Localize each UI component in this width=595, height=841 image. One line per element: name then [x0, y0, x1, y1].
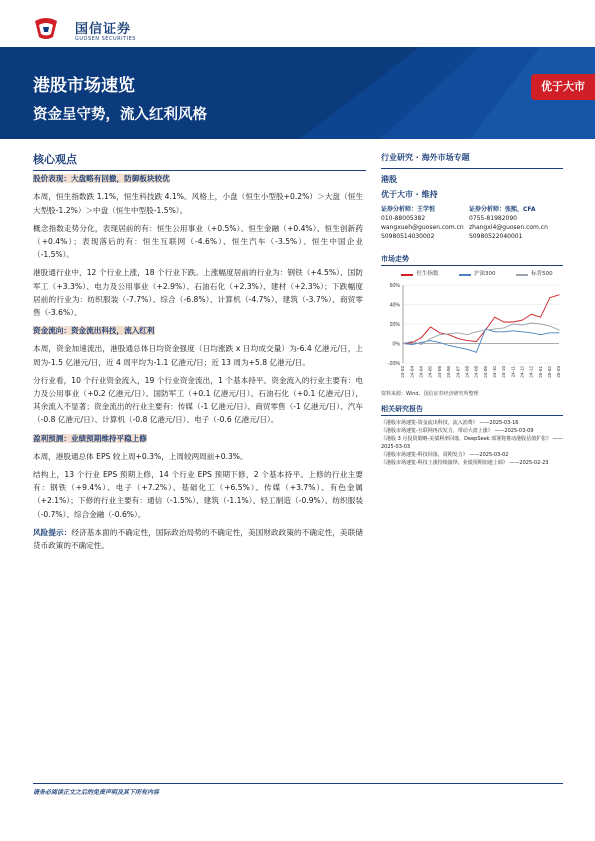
data-point — [559, 329, 560, 330]
guosen-logo — [33, 16, 153, 42]
analyst-name: 证券分析师：张熙，CFA — [469, 206, 536, 213]
data-point — [531, 323, 532, 324]
related-date: 2025-03-16 — [489, 420, 519, 426]
analyst-card — [469, 205, 557, 241]
related-date: 2025-03-02 — [479, 451, 509, 458]
rating-line: 优于大市 · 维持 — [381, 190, 438, 199]
data-point — [476, 331, 477, 332]
chart-source: 资料来源：Wind、国信证券经济研究所整理 — [381, 391, 479, 397]
related-heading: 相关研究报告 — [381, 405, 563, 416]
x-tick-label: 24-09 — [482, 366, 488, 378]
analyst-name: 证券分析师：王学恒 — [381, 206, 436, 213]
core-views — [33, 153, 363, 557]
risk-paragraph — [33, 526, 363, 552]
x-tick-label: 24-08 — [473, 366, 479, 378]
series-line — [403, 295, 559, 344]
stock-perf-paragraph-3: 港股通行业中，12 个行业上涨，18 个行业下跌。上涨幅度居前的行业为：钢铁（+4.5%）、国防军工（+3.3%）、电力及公用事业（+2.9%）、石油石化（+2.3%）、建材（+2.3%）；下跌幅度居前的行业为：纺织服装（-7.7%）、综合（-6.8%）、计算机（-4.7%）、建筑（-3.7%）、商贸零售（-3.6%）。 — [33, 268, 363, 318]
fund-flow-paragraph-1: 本周，资金加速流出，港股通总体日均资金强度（日均涨跌 x 日均成交量）为-6.4 亿港元/日，上周为-1.5 亿港元/日，近 4 周平均为-1.1 亿港元/日；近 13 周为+5.8 亿港元/日。 — [33, 344, 363, 367]
data-point — [430, 340, 431, 341]
related-item[interactable]: 《港股 3 月投资策略-美债利率回落，DeepSeek 部署将推动港股估值扩张》 ——2025-03-03 — [381, 436, 563, 450]
data-point — [513, 322, 514, 323]
related-date: 2025-03-03 — [381, 443, 411, 450]
trend-chart-svg — [381, 279, 563, 389]
related-item[interactable]: 《港股市场速览-科技回落，周期发力》 ——2025-03-02 — [381, 451, 509, 458]
x-tick-label: 24-04 — [409, 366, 415, 378]
legend-swatch — [401, 274, 413, 276]
related-item[interactable]: 《港股市场速览-互联网再次发力，带动大盘上涨》 ——2025-03-09 — [381, 428, 534, 435]
data-point — [448, 334, 449, 335]
x-tick-label: 24-10 — [491, 366, 497, 378]
fund-flow-paragraph-2: 分行业看，10 个行业资金流入，19 个行业资金流出，1 个基本持平。资金流入的行业主要有：电力及公用事业（+0.2 亿港元/日）、国防军工（+0.1 亿港元/日）、石油石化（+0.1 亿港元/日），其余流入不显著；资金流出的行业主要有：传媒（-1 亿港元/日）、商贸零售（-1 亿港元/日）、汽车（-0.8 亿港元/日）、计算机（-0.8 亿港元/日）、电子（-0.6 亿港元/日）。 — [33, 375, 363, 425]
fund-flow-heading: 资金流向：资金流出科技，流入红利 — [33, 326, 155, 336]
legend-label: 恒生指数 — [416, 271, 439, 277]
x-tick-label: 24-12 — [528, 366, 534, 378]
legend-swatch — [459, 274, 471, 276]
related-list — [381, 420, 563, 467]
footer-disclaimer: 请务必阅读正文之后的免责声明及其下所有内容 — [33, 789, 160, 796]
risk-text: 经济基本面的不确定性，国际政治局势的不确定性，美国财政政策的不确定性，美联储货币政策的不确定性。 — [33, 527, 364, 551]
rating-badge: 优于大市 — [531, 74, 595, 100]
core-title: 核心观点 — [33, 153, 77, 166]
data-point — [476, 341, 477, 342]
data-point — [522, 331, 523, 332]
analyst-license: S0980514030002 — [381, 233, 435, 240]
related-title[interactable]: 《港股市场速览-科技回落，周期发力》 — [381, 451, 468, 458]
data-point — [421, 337, 422, 338]
brand-name: 国信证券 — [75, 22, 132, 37]
data-point — [403, 343, 404, 344]
earnings-paragraph-1: 本周，港股通总体 EPS 较上周+0.3%，上周较两周前+0.3%。 — [33, 451, 248, 461]
data-point — [540, 334, 541, 335]
data-point — [421, 342, 422, 343]
data-point — [430, 338, 431, 339]
legend-item — [401, 270, 438, 279]
earnings-paragraph-2: 结构上，13 个行业 EPS 预期上修，14 个行业 EPS 预期下修，2 个基本持平。上修的行业主要有：钢铁（+9.4%）、电子（+7.2%）、基础化工（+6.5%）、传媒（+3.7%）、有色金属（+2.1%）；下修的行业主要有：通信（-1.5%）、建筑（-1.1%）、轻工制造（-0.9%）、纺织服装（-0.7%）、综合金融（-0.6%）。 — [33, 470, 363, 519]
data-point — [485, 329, 486, 330]
data-point — [412, 341, 413, 342]
legend-label: 标普500 — [531, 271, 553, 277]
data-point — [559, 332, 560, 333]
x-tick-label: 25-01 — [537, 366, 543, 378]
data-point — [513, 324, 514, 325]
data-point — [540, 324, 541, 325]
data-point — [503, 322, 504, 323]
data-point — [439, 342, 440, 343]
y-tick-label: -20% — [387, 360, 400, 367]
data-point — [439, 334, 440, 335]
x-tick-label: 24-04 — [418, 366, 424, 378]
legend-item — [516, 270, 553, 279]
data-point — [503, 327, 504, 328]
report-type: 行业研究 · 海外市场专题 — [381, 153, 470, 162]
market-label: 港股 — [381, 175, 397, 184]
data-point — [494, 331, 495, 332]
market-trend-heading: 市场走势 — [381, 255, 563, 266]
risk-heading: 风险提示： — [33, 527, 72, 537]
title-banner — [0, 47, 595, 139]
x-tick-label: 24-03 — [400, 366, 406, 378]
analyst-email[interactable]: zhangxi4@guosen.com.cn — [469, 224, 548, 231]
related-title[interactable]: 《港股市场速览-资金流出科技，流入消费》 — [381, 420, 478, 426]
x-tick-label: 24-07 — [455, 366, 461, 378]
stock-perf-heading: 股价表现：大盘略有回撤，防御板块较优 — [33, 174, 170, 184]
y-tick-label: 60% — [389, 282, 400, 289]
data-point — [494, 317, 495, 318]
page-subtitle: 资金呈守势，流入红利风格 — [33, 107, 207, 123]
x-tick-label: 24-11 — [510, 366, 516, 378]
data-point — [467, 340, 468, 341]
chart-legend — [391, 270, 563, 279]
data-point — [559, 294, 560, 295]
data-point — [522, 320, 523, 321]
market-trend-chart — [381, 279, 563, 389]
related-date: 2025-03-09 — [504, 428, 534, 435]
data-point — [522, 325, 523, 326]
data-point — [549, 332, 550, 333]
x-tick-label: 24-08 — [464, 366, 470, 378]
related-title[interactable]: 《港股 3 月投资策略-美债利率回落，DeepSeek 部署将推动港股估值扩张》 — [381, 436, 552, 443]
data-point — [494, 328, 495, 329]
data-point — [458, 338, 459, 339]
legend-swatch — [516, 274, 528, 276]
related-item[interactable]: 《港股市场速览-资金流出科技，流入消费》 ——2025-03-16 — [381, 420, 519, 426]
data-point — [531, 314, 532, 315]
data-point — [549, 326, 550, 327]
related-date: 2025-02-23 — [519, 460, 549, 467]
y-tick-label: 40% — [389, 302, 400, 309]
data-point — [439, 332, 440, 333]
guosen-logo-icon — [33, 17, 59, 41]
analyst-block — [381, 205, 563, 241]
data-point — [430, 326, 431, 327]
page-title: 港股市场速览 — [33, 76, 135, 96]
stock-perf-paragraph-1: 本周，恒生指数跌 1.1%，恒生科技跌 4.1%。风格上，小盘（恒生小型股+0.2%）＞大盘（恒生大型股-1.2%）＞中盘（恒生中型股-1.5%）。 — [33, 192, 363, 215]
brand-name-en: GUOSEN SECURITIES — [75, 36, 136, 42]
stock-perf-paragraph-2: 概念指数走势分化，表现居前的有：恒生公用事业（+0.5%）、恒生金融（+0.4%）、恒生创新药（+0.4%）；表现落后的有：恒生互联网（-4.6%）、恒生汽车（-3.5%）、恒生中国企业（-1.5%）。 — [33, 223, 363, 260]
x-tick-label: 24-12 — [519, 366, 525, 378]
x-tick-label: 24-06 — [446, 366, 452, 378]
data-point — [458, 347, 459, 348]
x-tick-label: 25-02 — [547, 366, 553, 378]
analyst-email[interactable]: wangxueh@guosen.com.cn — [381, 224, 464, 231]
analyst-license: S0980522040001 — [469, 233, 523, 240]
x-tick-label: 25-03 — [556, 366, 562, 378]
y-tick-label: 0% — [392, 341, 400, 348]
footer-divider — [33, 783, 563, 784]
related-item[interactable]: 《港股市场速览-科技上涨持续演绎，业绩预期加速上调》 ——2025-02-23 — [381, 460, 549, 467]
data-point — [476, 352, 477, 353]
related-title[interactable]: 《港股市场速览-科技上涨持续演绎，业绩预期加速上调》 — [381, 460, 508, 467]
x-tick-label: 24-05 — [427, 366, 433, 378]
data-point — [513, 330, 514, 331]
analyst-phone: 0755-81982090 — [469, 215, 517, 222]
earnings-heading: 盈利预测：业绩预期维持平稳上修 — [33, 433, 147, 443]
data-point — [485, 328, 486, 329]
data-point — [531, 332, 532, 333]
data-point — [448, 345, 449, 346]
analyst-card — [381, 205, 469, 241]
related-title[interactable]: 《港股市场速览-互联网再次发力，带动大盘上涨》 — [381, 428, 493, 435]
data-point — [503, 331, 504, 332]
data-point — [467, 334, 468, 335]
data-point — [540, 317, 541, 318]
data-point — [412, 344, 413, 345]
data-point — [412, 342, 413, 343]
data-point — [458, 332, 459, 333]
x-tick-label: 24-10 — [501, 366, 507, 378]
legend-label: 沪深300 — [474, 271, 496, 277]
data-point — [467, 349, 468, 350]
sidebar-divider — [381, 168, 563, 169]
sidebar — [381, 153, 563, 468]
y-tick-label: 20% — [389, 321, 400, 328]
x-tick-label: 24-06 — [436, 366, 442, 378]
data-point — [549, 297, 550, 298]
legend-item — [459, 270, 496, 279]
analyst-phone: 010-88005382 — [381, 215, 426, 222]
data-point — [448, 333, 449, 334]
data-point — [421, 344, 422, 345]
